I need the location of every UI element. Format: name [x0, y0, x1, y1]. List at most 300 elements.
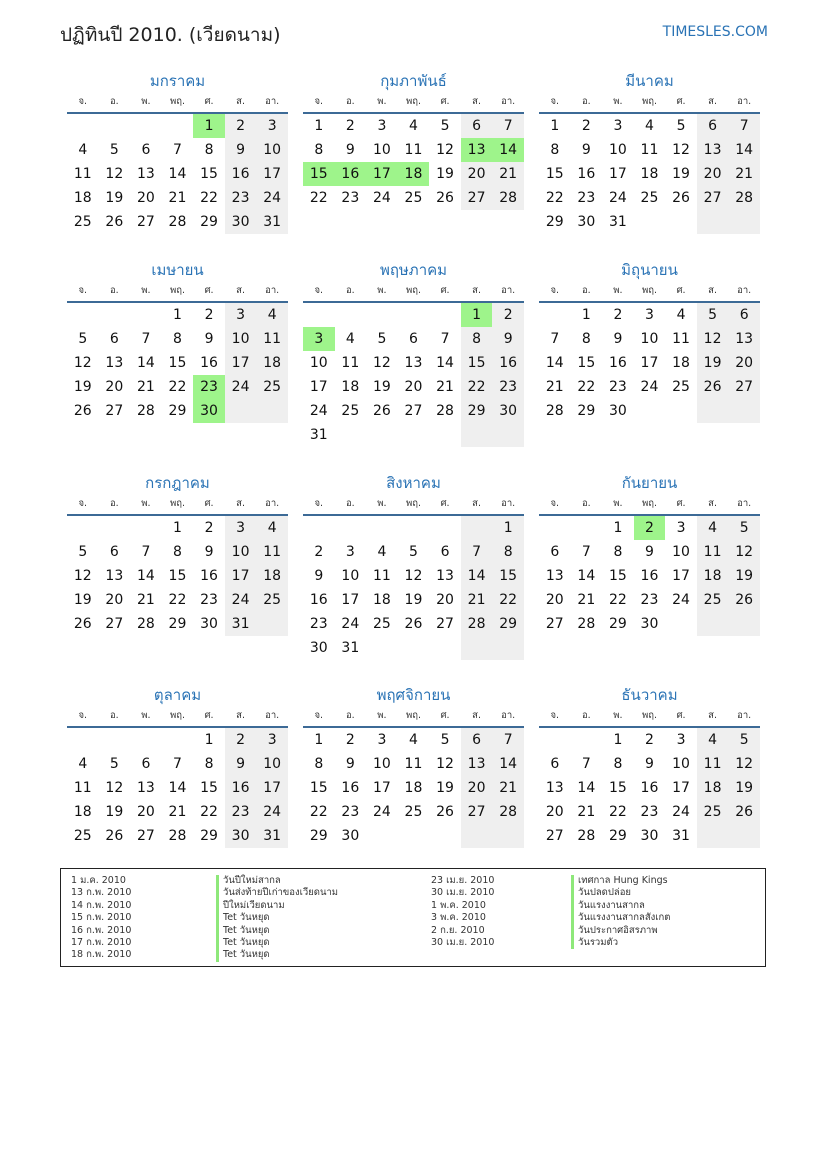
day-cell: 31 [256, 210, 288, 234]
day-cell: 27 [461, 186, 493, 210]
day-cell: 20 [105, 592, 124, 608]
day-cell: 1 [314, 118, 324, 134]
day-cell: 22 [608, 804, 627, 820]
weekday-label: จ. [550, 498, 560, 509]
day-grid [67, 114, 288, 234]
weekday-label: พ. [377, 710, 387, 721]
weekday-label: อา. [265, 285, 280, 296]
empty-day-cell [697, 612, 729, 636]
day-cell: 20 [436, 592, 454, 608]
legend-holiday-name: Tet วันหยุด [216, 925, 338, 937]
day-cell: 26 [728, 588, 760, 612]
day-cell: 3 [377, 732, 387, 748]
day-cell: 12 [73, 355, 92, 371]
day-cell: 3 [225, 303, 257, 327]
weekday-label: จ. [78, 96, 88, 107]
day-cell: 23 [640, 804, 659, 820]
month-name: พฤศจิกายน [376, 686, 451, 704]
day-cell: 26 [105, 214, 124, 230]
day-cell: 8 [613, 756, 623, 772]
day-cell: 16 [492, 351, 524, 375]
day-cell: 15 [492, 564, 524, 588]
day-cell: 16 [200, 568, 218, 584]
empty-day-cell [571, 516, 603, 540]
day-cell: 25 [404, 804, 423, 820]
weekday-label: พ. [377, 285, 387, 296]
weekday-label: อา. [737, 498, 752, 509]
day-cell: 13 [461, 138, 493, 162]
day-cell: 24 [341, 616, 360, 632]
day-cell: 23 [309, 616, 328, 632]
day-cell: 25 [73, 828, 92, 844]
day-cell: 16 [335, 162, 367, 186]
day-cell: 18 [372, 592, 391, 608]
empty-day-cell [429, 824, 461, 848]
empty-day-cell [162, 728, 194, 752]
day-cell: 9 [204, 544, 214, 560]
day-cell: 7 [141, 331, 151, 347]
empty-day-cell [697, 824, 729, 848]
day-cell: 9 [225, 138, 257, 162]
weekday-label: จ. [314, 710, 324, 721]
day-cell: 5 [409, 544, 418, 560]
weekday-label: พ. [613, 498, 623, 509]
month-block [539, 684, 760, 848]
day-cell: 20 [697, 162, 729, 186]
weekday-label: ส. [472, 710, 481, 721]
empty-day-cell [539, 516, 571, 540]
day-cell: 2 [225, 114, 257, 138]
day-cell: 30 [640, 616, 659, 632]
weekday-label: อ. [345, 285, 355, 296]
day-cell: 4 [697, 516, 729, 540]
empty-day-cell [398, 636, 430, 660]
day-cell: 7 [492, 728, 524, 752]
day-cell: 21 [168, 190, 187, 206]
day-cell: 12 [436, 142, 454, 158]
weekday-header [539, 706, 760, 728]
empty-day-cell [539, 303, 571, 327]
empty-day-cell [697, 399, 729, 423]
weekday-header [303, 706, 524, 728]
weekday-label: จ. [314, 96, 324, 107]
day-cell: 31 [309, 427, 328, 443]
day-cell: 7 [492, 114, 524, 138]
day-cell: 14 [168, 166, 187, 182]
day-cell: 26 [404, 616, 423, 632]
day-cell: 3 [377, 118, 387, 134]
day-cell: 21 [492, 776, 524, 800]
day-cell: 2 [613, 307, 623, 323]
day-cell: 26 [372, 403, 391, 419]
day-cell: 9 [581, 142, 591, 158]
day-cell: 8 [492, 540, 524, 564]
day-cell: 2 [314, 544, 324, 560]
day-grid [67, 516, 288, 636]
day-cell: 9 [492, 327, 524, 351]
day-cell: 31 [256, 824, 288, 848]
weekday-label: อ. [345, 710, 355, 721]
day-cell: 6 [440, 544, 450, 560]
empty-day-cell [366, 824, 398, 848]
day-cell: 19 [728, 776, 760, 800]
day-cell: 23 [341, 190, 360, 206]
weekday-label: จ. [314, 285, 324, 296]
day-cell: 24 [225, 375, 257, 399]
day-cell: 13 [136, 166, 155, 182]
day-cell: 22 [309, 804, 328, 820]
day-cell: 30 [193, 399, 225, 423]
weekday-label: พ. [141, 96, 151, 107]
empty-day-cell [429, 516, 461, 540]
day-cell: 24 [608, 190, 627, 206]
day-cell: 10 [372, 756, 391, 772]
month-block [67, 684, 288, 848]
day-cell: 4 [78, 142, 88, 158]
day-cell: 24 [256, 800, 288, 824]
empty-day-cell [335, 303, 367, 327]
day-cell: 10 [256, 752, 288, 776]
day-cell: 12 [728, 752, 760, 776]
month-name: มีนาคม [625, 72, 674, 90]
legend-holiday-name: วันประกาศอิสรภาพ [571, 925, 670, 937]
day-cell: 12 [105, 780, 124, 796]
day-grid [539, 516, 760, 636]
empty-day-cell [634, 399, 666, 423]
day-cell: 29 [168, 616, 187, 632]
day-cell: 14 [492, 138, 524, 162]
weekday-label: พฤ. [641, 285, 657, 296]
day-cell: 19 [404, 592, 423, 608]
day-cell: 20 [545, 804, 564, 820]
day-cell: 19 [372, 379, 391, 395]
month-name: สิงหาคม [386, 474, 441, 492]
day-cell: 1 [550, 118, 560, 134]
weekday-label: ศ. [676, 498, 686, 509]
site-brand-link[interactable]: TIMESLES.COM [662, 24, 768, 40]
day-cell: 13 [461, 752, 493, 776]
day-cell: 12 [697, 327, 729, 351]
weekday-label: ส. [708, 285, 717, 296]
day-cell: 13 [697, 138, 729, 162]
empty-day-cell [728, 612, 760, 636]
day-cell: 11 [372, 568, 391, 584]
day-cell: 11 [404, 756, 423, 772]
day-cell: 20 [404, 379, 423, 395]
day-cell: 24 [256, 186, 288, 210]
day-cell: 27 [136, 214, 155, 230]
day-cell: 9 [613, 331, 623, 347]
month-block [303, 259, 524, 447]
empty-day-cell [728, 399, 760, 423]
empty-day-cell [492, 423, 524, 447]
weekday-label: พ. [377, 96, 387, 107]
day-cell: 18 [640, 166, 659, 182]
day-cell: 9 [645, 544, 654, 560]
day-cell: 3 [645, 307, 654, 323]
day-cell: 4 [377, 544, 387, 560]
day-cell: 18 [672, 355, 690, 371]
day-cell: 11 [256, 540, 288, 564]
day-cell: 26 [436, 804, 454, 820]
day-cell: 17 [372, 780, 391, 796]
weekday-header [67, 494, 288, 516]
day-cell: 2 [204, 520, 214, 536]
day-cell: 16 [200, 355, 218, 371]
day-cell: 21 [136, 592, 155, 608]
empty-day-cell [99, 303, 131, 327]
legend-date: 3 พ.ค. 2010 [431, 912, 486, 924]
weekday-label: พ. [613, 710, 623, 721]
day-cell: 24 [640, 379, 659, 395]
month-name: ธันวาคม [621, 686, 678, 704]
day-cell: 1 [193, 114, 225, 138]
day-cell: 22 [309, 190, 328, 206]
day-cell: 8 [204, 142, 214, 158]
day-cell: 12 [105, 166, 124, 182]
day-cell: 27 [404, 403, 423, 419]
day-cell: 13 [136, 780, 155, 796]
day-cell: 28 [436, 403, 454, 419]
legend-holiday-name: วันปีใหม่สากล [216, 875, 338, 887]
empty-day-cell [539, 728, 571, 752]
month-name: กรกฎาคม [145, 474, 210, 492]
day-cell: 21 [136, 379, 155, 395]
weekday-header [303, 494, 524, 516]
legend-holiday-name: Tet วันหยุด [216, 912, 338, 924]
day-cell: 10 [341, 568, 360, 584]
day-cell: 4 [697, 728, 729, 752]
legend-date: 1 พ.ค. 2010 [431, 899, 486, 911]
legend-date: 1 ม.ค. 2010 [71, 875, 126, 886]
day-cell: 5 [440, 732, 450, 748]
weekday-label: อ. [109, 498, 119, 509]
day-cell: 14 [168, 780, 187, 796]
day-cell: 15 [608, 780, 627, 796]
weekday-header [539, 281, 760, 303]
day-cell: 18 [73, 804, 92, 820]
empty-day-cell [67, 303, 99, 327]
day-cell: 11 [256, 327, 288, 351]
day-cell: 31 [608, 214, 627, 230]
legend-holiday-name: Tet วันหยุด [216, 949, 338, 961]
day-cell: 14 [577, 780, 596, 796]
weekday-label: อ. [109, 96, 119, 107]
weekday-label: อ. [345, 96, 355, 107]
weekday-label: พฤ. [641, 498, 657, 509]
month-name: กันยายน [621, 474, 678, 492]
day-cell: 23 [608, 379, 627, 395]
weekday-label: ศ. [676, 710, 686, 721]
empty-day-cell [130, 303, 162, 327]
day-cell: 1 [173, 307, 182, 323]
day-cell: 6 [728, 303, 760, 327]
day-cell: 28 [492, 800, 524, 824]
day-cell: 17 [672, 568, 690, 584]
day-cell: 4 [645, 118, 654, 134]
day-cell: 7 [581, 756, 591, 772]
legend-date: 30 เม.ย. 2010 [431, 887, 495, 899]
day-cell: 28 [168, 828, 187, 844]
weekday-label: พ. [613, 285, 623, 296]
day-grid [303, 303, 524, 447]
day-cell: 3 [225, 516, 257, 540]
day-cell: 5 [78, 544, 88, 560]
day-cell: 21 [728, 162, 760, 186]
day-cell: 27 [697, 186, 729, 210]
weekday-header [67, 706, 288, 728]
day-cell: 6 [141, 756, 151, 772]
day-cell: 11 [697, 540, 729, 564]
weekday-label: อา. [501, 498, 516, 509]
day-cell: 23 [492, 375, 524, 399]
day-cell: 3 [613, 118, 623, 134]
page-title: ปฏิทินปี 2010. (เวียดนาม) [60, 24, 281, 46]
legend-left-names [216, 875, 338, 962]
day-cell: 31 [672, 828, 690, 844]
day-cell: 20 [136, 190, 155, 206]
day-cell: 17 [341, 592, 360, 608]
empty-day-cell [429, 423, 461, 447]
day-cell: 19 [728, 564, 760, 588]
day-cell: 20 [728, 351, 760, 375]
day-cell: 26 [672, 190, 690, 206]
day-cell: 13 [404, 355, 423, 371]
day-cell: 29 [608, 828, 627, 844]
day-cell: 16 [640, 780, 659, 796]
day-cell: 2 [204, 307, 214, 323]
weekday-label: จ. [550, 710, 560, 721]
day-cell: 25 [697, 588, 729, 612]
day-cell: 8 [173, 544, 182, 560]
day-cell: 7 [141, 544, 151, 560]
day-cell: 2 [225, 728, 257, 752]
day-cell: 18 [341, 379, 360, 395]
empty-day-cell [256, 612, 288, 636]
day-cell: 25 [256, 588, 288, 612]
day-cell: 10 [309, 355, 328, 371]
empty-day-cell [130, 728, 162, 752]
empty-day-cell [492, 636, 524, 660]
weekday-label: ส. [708, 498, 717, 509]
day-cell: 11 [404, 142, 423, 158]
day-cell: 10 [225, 540, 257, 564]
empty-day-cell [429, 636, 461, 660]
weekday-label: พ. [141, 710, 151, 721]
day-cell: 22 [545, 190, 564, 206]
day-cell: 26 [728, 800, 760, 824]
day-cell: 27 [136, 828, 155, 844]
empty-day-cell [665, 399, 697, 423]
day-grid [303, 728, 524, 848]
weekday-label: อา. [501, 96, 516, 107]
day-cell: 21 [436, 379, 454, 395]
legend-holiday-name: วันส่งท้ายปีเก่าของเวียดนาม [216, 887, 338, 899]
day-cell: 4 [78, 756, 88, 772]
day-cell: 30 [577, 214, 596, 230]
empty-day-cell [398, 824, 430, 848]
day-cell: 8 [461, 327, 493, 351]
day-cell: 2 [634, 516, 666, 540]
day-cell: 14 [545, 355, 564, 371]
day-cell: 28 [728, 186, 760, 210]
day-cell: 1 [613, 520, 623, 536]
day-cell: 21 [577, 804, 596, 820]
day-cell: 17 [608, 166, 627, 182]
day-cell: 30 [200, 616, 218, 632]
day-cell: 15 [200, 780, 218, 796]
weekday-label: อา. [737, 96, 752, 107]
day-cell: 17 [640, 355, 659, 371]
weekday-label: ศ. [204, 498, 214, 509]
legend-date: 17 ก.พ. 2010 [71, 936, 132, 948]
day-cell: 12 [73, 568, 92, 584]
legend-date: 15 ก.พ. 2010 [71, 912, 132, 924]
day-cell: 17 [309, 379, 328, 395]
day-cell: 15 [168, 355, 187, 371]
day-cell: 5 [377, 331, 387, 347]
day-cell: 26 [73, 403, 92, 419]
day-cell: 4 [409, 732, 418, 748]
day-cell: 11 [73, 166, 92, 182]
empty-day-cell [303, 303, 335, 327]
weekday-label: อ. [109, 710, 119, 721]
weekday-label: ส. [472, 96, 481, 107]
day-cell: 18 [256, 351, 288, 375]
day-cell: 22 [577, 379, 596, 395]
day-cell: 10 [672, 756, 690, 772]
month-block [67, 259, 288, 423]
day-cell: 23 [640, 592, 659, 608]
day-cell: 10 [640, 331, 659, 347]
day-cell: 3 [256, 728, 288, 752]
empty-day-cell [728, 210, 760, 234]
month-block [303, 684, 524, 848]
weekday-label: ส. [472, 498, 481, 509]
weekday-label: อ. [581, 96, 591, 107]
day-cell: 11 [672, 331, 690, 347]
weekday-label: ศ. [676, 96, 686, 107]
weekday-label: พฤ. [405, 498, 421, 509]
day-cell: 5 [440, 118, 450, 134]
day-cell: 15 [168, 568, 187, 584]
day-cell: 23 [200, 592, 218, 608]
day-cell: 18 [398, 162, 430, 186]
weekday-label: อา. [265, 498, 280, 509]
day-cell: 18 [256, 564, 288, 588]
weekday-label: พ. [613, 96, 623, 107]
day-cell: 13 [545, 780, 564, 796]
day-cell: 7 [173, 756, 182, 772]
day-cell: 14 [577, 568, 596, 584]
empty-day-cell [461, 516, 493, 540]
month-block [539, 472, 760, 636]
empty-day-cell [398, 303, 430, 327]
day-cell: 9 [204, 331, 214, 347]
day-cell: 10 [672, 544, 690, 560]
empty-day-cell [256, 399, 288, 423]
empty-day-cell [665, 210, 697, 234]
weekday-header [539, 494, 760, 516]
empty-day-cell [366, 516, 398, 540]
day-cell: 25 [672, 379, 690, 395]
day-cell: 20 [136, 804, 155, 820]
month-block [67, 472, 288, 636]
legend-date: 13 ก.พ. 2010 [71, 887, 132, 899]
legend-date: 16 ก.พ. 2010 [71, 924, 132, 936]
empty-day-cell [303, 516, 335, 540]
day-cell: 9 [345, 756, 355, 772]
